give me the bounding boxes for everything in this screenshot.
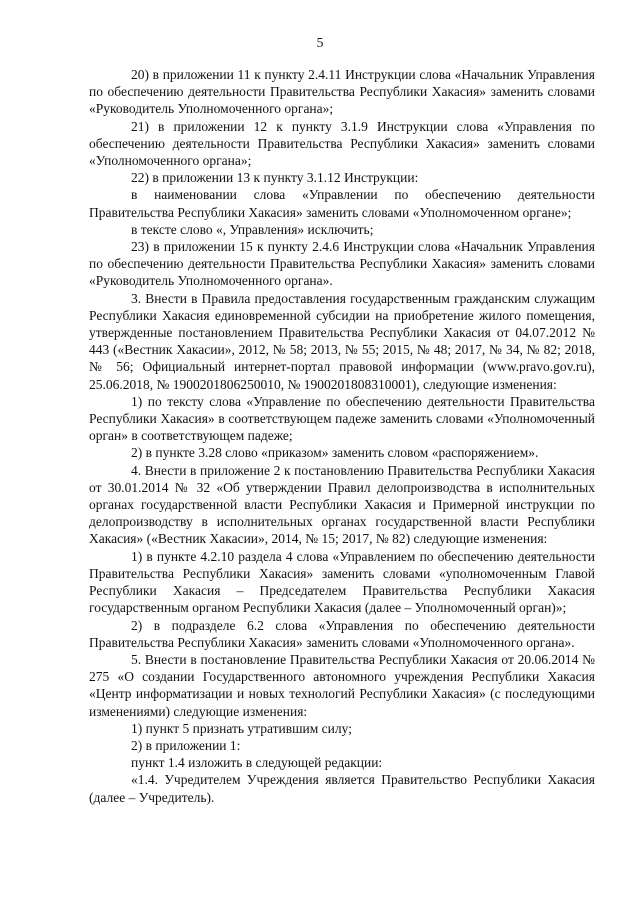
paragraph: 4. Внести в приложение 2 к постановлению Правительства Республики Хакасия от 30.01.2014 № 32 «Об утверждении Правил делопроизводства в исполнительных органах государственной власти Республики Хакасия и Примерной инструкции по делопроизводству в исполнительных органах государственной власти Республики Хакасия» («Вестник Хакасии», 2014, № 15; 2017, № 82) следующие изменения: [89,462,595,547]
paragraph: в тексте слово «, Управления» исключить; [131,221,374,237]
paragraph: «1.4. Учредителем Учреждения является Правительство Республики Хакасия (далее – Учредитель). [89,772,595,805]
paragraph: 1) пункт 5 признать утратившим силу; [131,720,352,736]
paragraph: 1) в пункте 4.2.10 раздела 4 слова «Управлением по обеспечению деятельности Правительства Республики Хакасия» заменить словами «уполномоченным Главой Республики Хакасия – Председателем Правительства Республики Хакасия государственным органом Республики Хакасия (далее – Уполномоченный орган)»; [89,548,595,616]
paragraph: 20) в приложении 11 к пункту 2.4.11 Инструкции слова «Начальник Управления по обеспечению деятельности Правительства Республики Хакасия» заменить словами «Руководитель Уполномоченного органа»; [89,67,595,117]
paragraph: 2) в пункте 3.28 слово «приказом» заменить словом «распоряжением». [131,445,539,461]
paragraph: 5. Внести в постановление Правительства Республики Хакасия от 20.06.2014 № 275 «О создании Государственного автономного учреждения Республики Хакасия «Центр информатизации и новых технологий Республики Хакасия» (с последующими изменениями) следующие изменения: [89,651,595,719]
paragraph: 2) в подразделе 6.2 слова «Управления по обеспечению деятельности Правительства Республики Хакасия» заменить словами «Уполномоченного органа». [89,617,595,650]
paragraph: 21) в приложении 12 к пункту 3.1.9 Инструкции слова «Управления по обеспечению деятельности Правительства Республики Хакасия» заменить словами «Уполномоченного органа»; [89,118,595,169]
paragraph: пункт 1.4 изложить в следующей редакции: [131,755,383,771]
paragraph: 1) по тексту слова «Управление по обеспечению деятельности Правительства Республики Хакасия» в соответствующем падеже заменить словами «Уполномоченный орган» в соответствующем падеже; [89,393,595,444]
paragraph: в наименовании слова «Управлении по обеспечению деятельности Правительства Республики Хакасия» заменить словами «Уполномоченном органе»; [89,187,595,220]
paragraph: 22) в приложении 13 к пункту 3.1.12 Инструкции: [131,170,419,186]
page-number: 5 [316,35,324,50]
paragraph: 2) в приложении 1: [131,737,241,753]
document-body [89,66,595,806]
paragraph: 3. Внести в Правила предоставления государственным гражданским служащим Республики Хакасия единовременной субсидии на приобретение жилого помещения, утвержденные постановлением Правительства Республики Хакасия от 04.07.2012 № 443 («Вестник Хакасии», 2012, № 58; 2013, № 55; 2015, № 48; 2017, № 34, № 82; 2018, № 56; Официальный интернет-портал правовой информации (www.pravo.gov.ru), 25.06.2018, № 1900201806250010, № 1900201808310001), следующие изменения: [89,290,595,392]
paragraph: 23) в приложении 15 к пункту 2.4.6 Инструкции слова «Начальник Управления по обеспечению деятельности Правительства Республики Хакасия» заменить словами «Руководитель Уполномоченного органа». [89,239,595,289]
